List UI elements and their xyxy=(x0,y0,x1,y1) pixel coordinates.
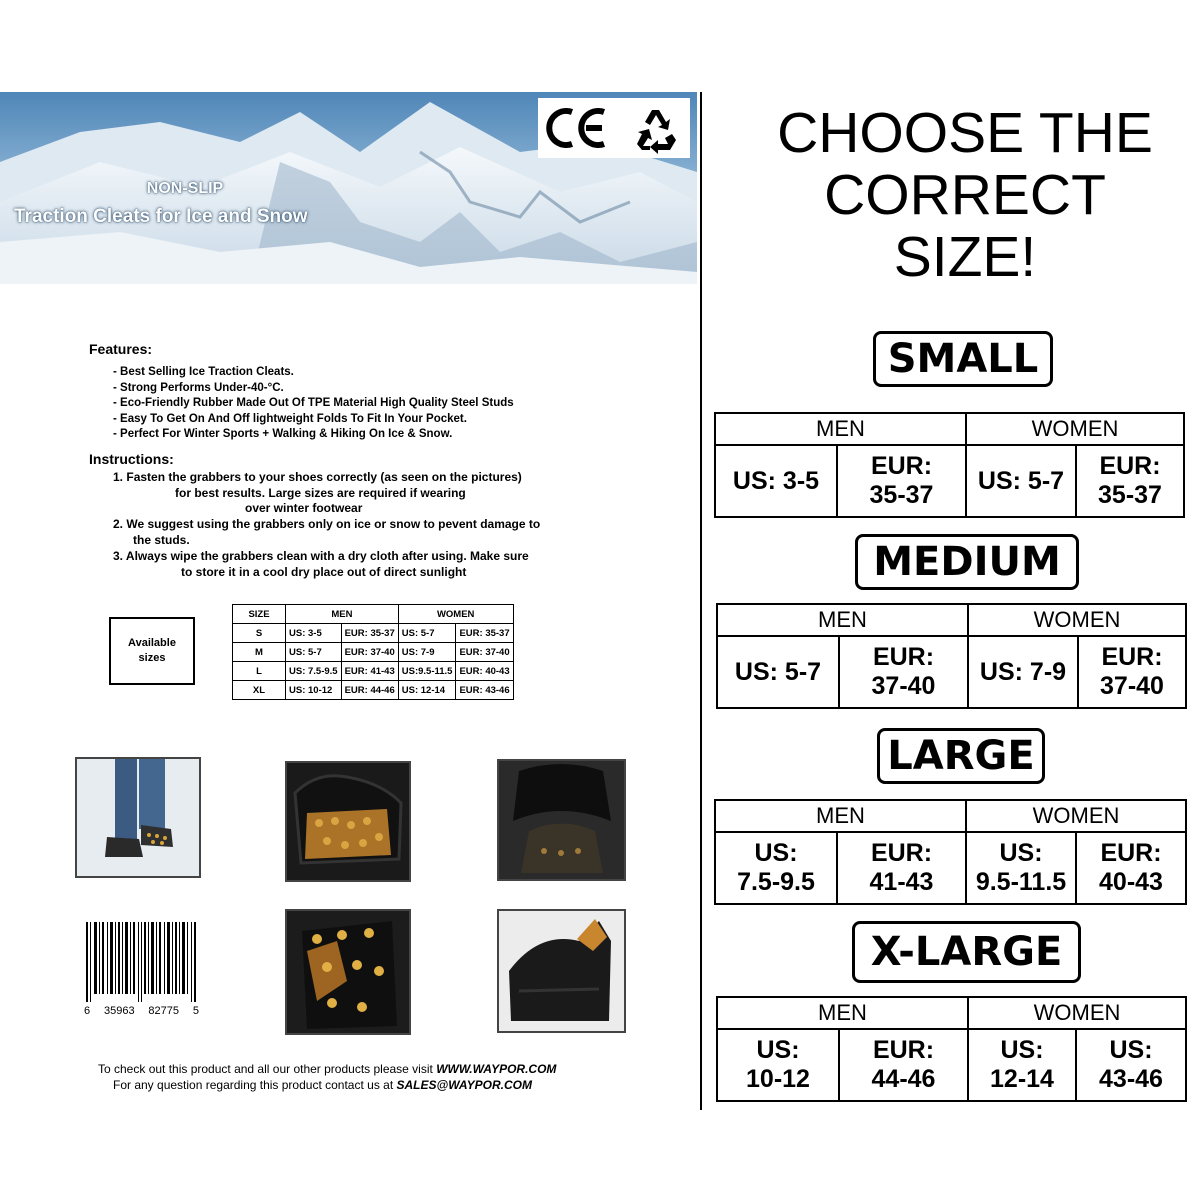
women-us-value: US: 7-9 xyxy=(968,636,1078,708)
men-header: MEN xyxy=(715,800,966,832)
size-label-small: SMALL xyxy=(873,331,1053,387)
footer-text: For any question regarding this product contact us at xyxy=(113,1078,394,1092)
size-table-small xyxy=(714,412,1185,518)
instruction-text: to store it in a cool dry place out of direct sunlight xyxy=(181,564,467,579)
instruction-number: 3. xyxy=(113,549,124,563)
instruction-item xyxy=(113,470,583,517)
table-header-row xyxy=(233,605,514,624)
women-header: WOMEN xyxy=(966,800,1186,832)
barcode-digits: 5 xyxy=(192,1005,199,1017)
instruction-text: Fasten the grabbers to your shoes correctly (as seen on the pictures) xyxy=(126,470,522,484)
women-us-cell: US:9.5-11.5 xyxy=(398,662,456,681)
recycle-icon xyxy=(637,110,676,154)
feature-item: - Best Selling Ice Traction Cleats. xyxy=(113,366,294,378)
product-photo-cleat-heel xyxy=(497,759,626,881)
size-header: SIZE xyxy=(233,605,286,624)
product-photo-cleat-sole xyxy=(285,909,411,1035)
size-table-large xyxy=(714,799,1187,905)
banner-title-nonslip: NON-SLIP xyxy=(146,180,224,197)
barcode-digits: 35963 xyxy=(103,1005,135,1017)
instruction-text: Always wipe the grabbers clean with a dry cloth after using. Make sure xyxy=(125,549,529,563)
certification-box xyxy=(538,98,690,158)
size-cell: M xyxy=(233,643,286,662)
women-us-cell: US: 12-14 xyxy=(398,681,456,700)
available-sizes-label: Available xyxy=(128,637,176,649)
instruction-text: the studs. xyxy=(133,532,190,547)
product-photo-walking xyxy=(75,757,201,878)
women-header: WOMEN xyxy=(968,604,1186,636)
men-us-value: US: 7.5-9.5 xyxy=(715,832,837,904)
barcode-image xyxy=(86,922,196,1002)
size-label-xlarge: X-LARGE xyxy=(852,921,1081,983)
instruction-item xyxy=(113,549,583,580)
men-eur-value: EUR: 37-40 xyxy=(839,636,968,708)
women-us-value: US: 5-7 xyxy=(966,445,1076,517)
title-line: SIZE! xyxy=(893,225,1037,289)
barcode-digits: 6 xyxy=(84,1005,91,1017)
men-us-cell: US: 7.5-9.5 xyxy=(286,662,342,681)
size-table-medium xyxy=(716,603,1187,709)
men-eur-value: EUR: 35-37 xyxy=(837,445,966,517)
men-eur-value: EUR: 41-43 xyxy=(837,832,966,904)
features-heading: Features: xyxy=(89,341,153,357)
email-link[interactable]: SALES@WAYPOR.COM xyxy=(396,1078,533,1092)
barcode-number xyxy=(84,1005,199,1017)
feature-item: - Easy To Get On And Off lightweight Folds To Fit In Your Pocket. xyxy=(113,412,467,425)
men-header: MEN xyxy=(286,605,399,624)
women-header: WOMEN xyxy=(398,605,513,624)
women-header: WOMEN xyxy=(966,413,1184,445)
instruction-text: over winter footwear xyxy=(245,501,363,515)
women-header: WOMEN xyxy=(968,997,1186,1029)
barcode-digits: 82775 xyxy=(148,1005,179,1017)
size-table-xlarge xyxy=(716,996,1187,1102)
instruction-number: 1. xyxy=(113,470,124,484)
men-eur-cell: EUR: 37-40 xyxy=(341,643,398,662)
instruction-item xyxy=(113,517,583,548)
title-line: CORRECT xyxy=(824,163,1106,227)
women-us-value: US: 12-14 xyxy=(968,1029,1076,1101)
features-list xyxy=(113,365,514,443)
product-photo-cleat-toe xyxy=(497,909,626,1033)
instruction-number: 2. xyxy=(113,517,124,531)
women-eur-value: EUR: 35-37 xyxy=(1076,445,1184,517)
men-us-cell: US: 10-12 xyxy=(286,681,342,700)
men-header: MEN xyxy=(717,997,968,1029)
women-eur-value: EUR: 37-40 xyxy=(1078,636,1186,708)
men-header: MEN xyxy=(715,413,966,445)
size-cell: L xyxy=(233,662,286,681)
panel-divider xyxy=(700,92,702,1110)
size-cell: XL xyxy=(233,681,286,700)
instruction-text: We suggest using the grabbers only on ice or snow to pevent damage to xyxy=(126,517,541,531)
feature-item: - Strong Performs Under-40-°C. xyxy=(113,381,284,394)
available-sizes-label: sizes xyxy=(138,652,166,664)
website-link[interactable]: WWW.WAYPOR.COM xyxy=(436,1062,557,1076)
men-us-value: US: 3-5 xyxy=(715,445,837,517)
ce-mark-icon xyxy=(549,111,604,145)
men-eur-value: EUR: 44-46 xyxy=(839,1029,968,1101)
available-sizes-box xyxy=(109,617,195,685)
women-eur-value: US: 43-46 xyxy=(1076,1029,1186,1101)
banner-title-traction: Traction Cleats for Ice and Snow xyxy=(14,206,308,227)
feature-item: - Perfect For Winter Sports + Walking & Hiking On Ice & Snow. xyxy=(113,428,453,440)
men-eur-cell: EUR: 44-46 xyxy=(341,681,398,700)
footer-contact-line xyxy=(113,1078,532,1092)
footer-visit-line xyxy=(98,1062,556,1076)
women-eur-cell: EUR: 40-43 xyxy=(456,662,513,681)
men-us-cell: US: 5-7 xyxy=(286,643,342,662)
women-us-cell: US: 5-7 xyxy=(398,624,456,643)
feature-item: - Eco-Friendly Rubber Made Out Of TPE Material High Quality Steel Studs xyxy=(113,397,514,409)
table-row xyxy=(233,643,514,662)
women-eur-value: EUR: 40-43 xyxy=(1076,832,1186,904)
size-cell: S xyxy=(233,624,286,643)
title-line: CHOOSE THE xyxy=(777,101,1153,165)
men-eur-cell: EUR: 41-43 xyxy=(341,662,398,681)
women-eur-cell: EUR: 37-40 xyxy=(456,643,513,662)
men-us-value: US: 10-12 xyxy=(717,1029,839,1101)
table-row xyxy=(233,662,514,681)
men-us-value: US: 5-7 xyxy=(717,636,839,708)
size-chart-table xyxy=(232,604,514,700)
footer-text: To check out this product and all our other products please visit xyxy=(98,1062,433,1076)
choose-size-title xyxy=(705,102,1200,288)
table-row xyxy=(233,681,514,700)
size-label-medium: MEDIUM xyxy=(855,534,1079,590)
men-us-cell: US: 3-5 xyxy=(286,624,342,643)
men-eur-cell: EUR: 35-37 xyxy=(341,624,398,643)
women-eur-cell: EUR: 35-37 xyxy=(456,624,513,643)
instructions-heading: Instructions: xyxy=(89,451,174,467)
women-eur-cell: EUR: 43-46 xyxy=(456,681,513,700)
table-row xyxy=(233,624,514,643)
size-label-large: LARGE xyxy=(877,728,1045,784)
women-us-cell: US: 7-9 xyxy=(398,643,456,662)
men-header: MEN xyxy=(717,604,968,636)
women-us-value: US: 9.5-11.5 xyxy=(966,832,1076,904)
product-photo-cleat-side xyxy=(285,761,411,882)
instruction-text: for best results. Large sizes are required if wearing xyxy=(175,485,466,500)
